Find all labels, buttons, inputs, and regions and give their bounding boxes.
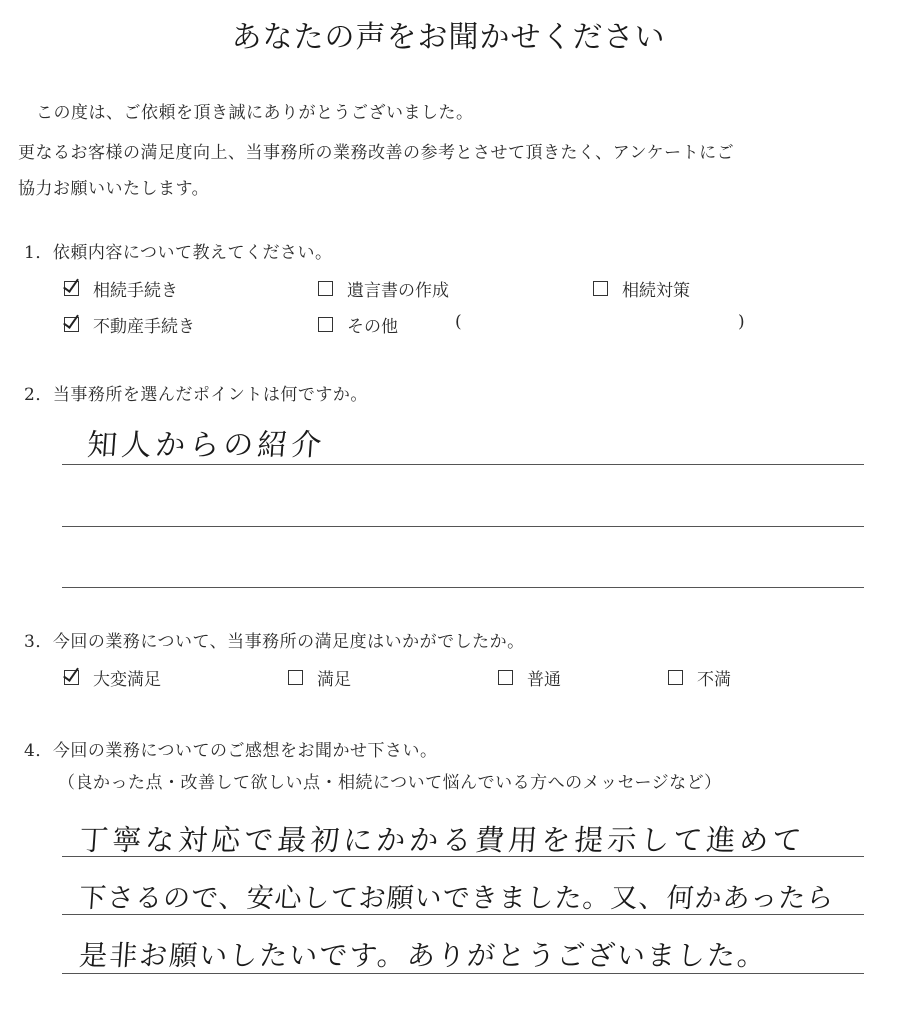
answer-line [62, 464, 864, 465]
handwritten-answer-q2: 知人からの紹介 [86, 428, 327, 463]
option-label: 相続手続き [93, 281, 178, 301]
checkbox[interactable] [498, 670, 513, 685]
option-label: 不動産手続き [93, 317, 195, 337]
handwritten-answer-q4-line-1: 丁寧な対応で最初にかかる費用を提示して進めて [78, 823, 807, 857]
option-label: 遺言書の作成 [347, 281, 449, 301]
answer-line [62, 856, 864, 857]
checkbox-checked[interactable] [64, 317, 79, 332]
other-open-paren: ( [455, 312, 462, 332]
checkbox-checked[interactable] [64, 670, 79, 685]
checkbox-checked[interactable] [64, 281, 79, 296]
q3-option-average[interactable] [498, 665, 561, 690]
checkbox[interactable] [318, 317, 333, 332]
checkbox[interactable] [668, 670, 683, 685]
answer-line [62, 973, 864, 974]
question-2-label: 2．当事務所を選んだポイントは何ですか。 [24, 385, 368, 405]
intro-line-1: この度は、ご依頼を頂き誠にありがとうございました。 [36, 103, 474, 123]
checkbox[interactable] [318, 281, 333, 296]
option-label: 大変満足 [93, 670, 161, 690]
q1-option-inheritance-planning[interactable] [593, 276, 690, 301]
question-3-label: 3．今回の業務について、当事務所の満足度はいかがでしたか。 [24, 632, 525, 652]
answer-line [62, 914, 864, 915]
other-close-paren: ) [738, 312, 745, 332]
intro-line-3: 協力お願いいたします。 [18, 179, 210, 199]
q1-option-inheritance-procedure[interactable] [64, 276, 178, 301]
intro-line-2: 更なるお客様の満足度向上、当事務所の業務改善の参考とさせて頂きたく、アンケートにご [18, 143, 735, 163]
survey-title: あなたの声をお聞かせください [231, 20, 666, 55]
option-label: 普通 [527, 670, 561, 690]
question-4-subtext: （良かった点・改善して欲しい点・相続について悩んでいる方へのメッセージなど） [58, 773, 722, 793]
q3-option-satisfied[interactable] [288, 665, 351, 690]
question-4-label: 4．今回の業務についてのご感想をお聞かせ下さい。 [24, 741, 438, 761]
q3-option-very-satisfied[interactable] [64, 665, 161, 690]
question-1-label: 1．依頼内容について教えてください。 [24, 243, 333, 263]
q1-option-will-creation[interactable] [318, 276, 449, 301]
option-label: 満足 [317, 670, 351, 690]
checkbox[interactable] [593, 281, 608, 296]
answer-line [62, 526, 864, 527]
option-label: 相続対策 [622, 281, 690, 301]
option-label: 不満 [697, 670, 731, 690]
q1-option-real-estate-procedure[interactable] [64, 312, 195, 337]
answer-line [62, 587, 864, 588]
handwritten-answer-q4-line-2: 下さるので、安心してお願いできました。又、何かあったら [78, 883, 836, 914]
option-label: その他 [347, 317, 398, 337]
q1-option-other[interactable] [318, 312, 398, 337]
q3-option-dissatisfied[interactable] [668, 665, 731, 690]
checkbox[interactable] [288, 670, 303, 685]
handwritten-answer-q4-line-3: 是非お願いしたいです。ありがとうございました。 [78, 939, 769, 972]
